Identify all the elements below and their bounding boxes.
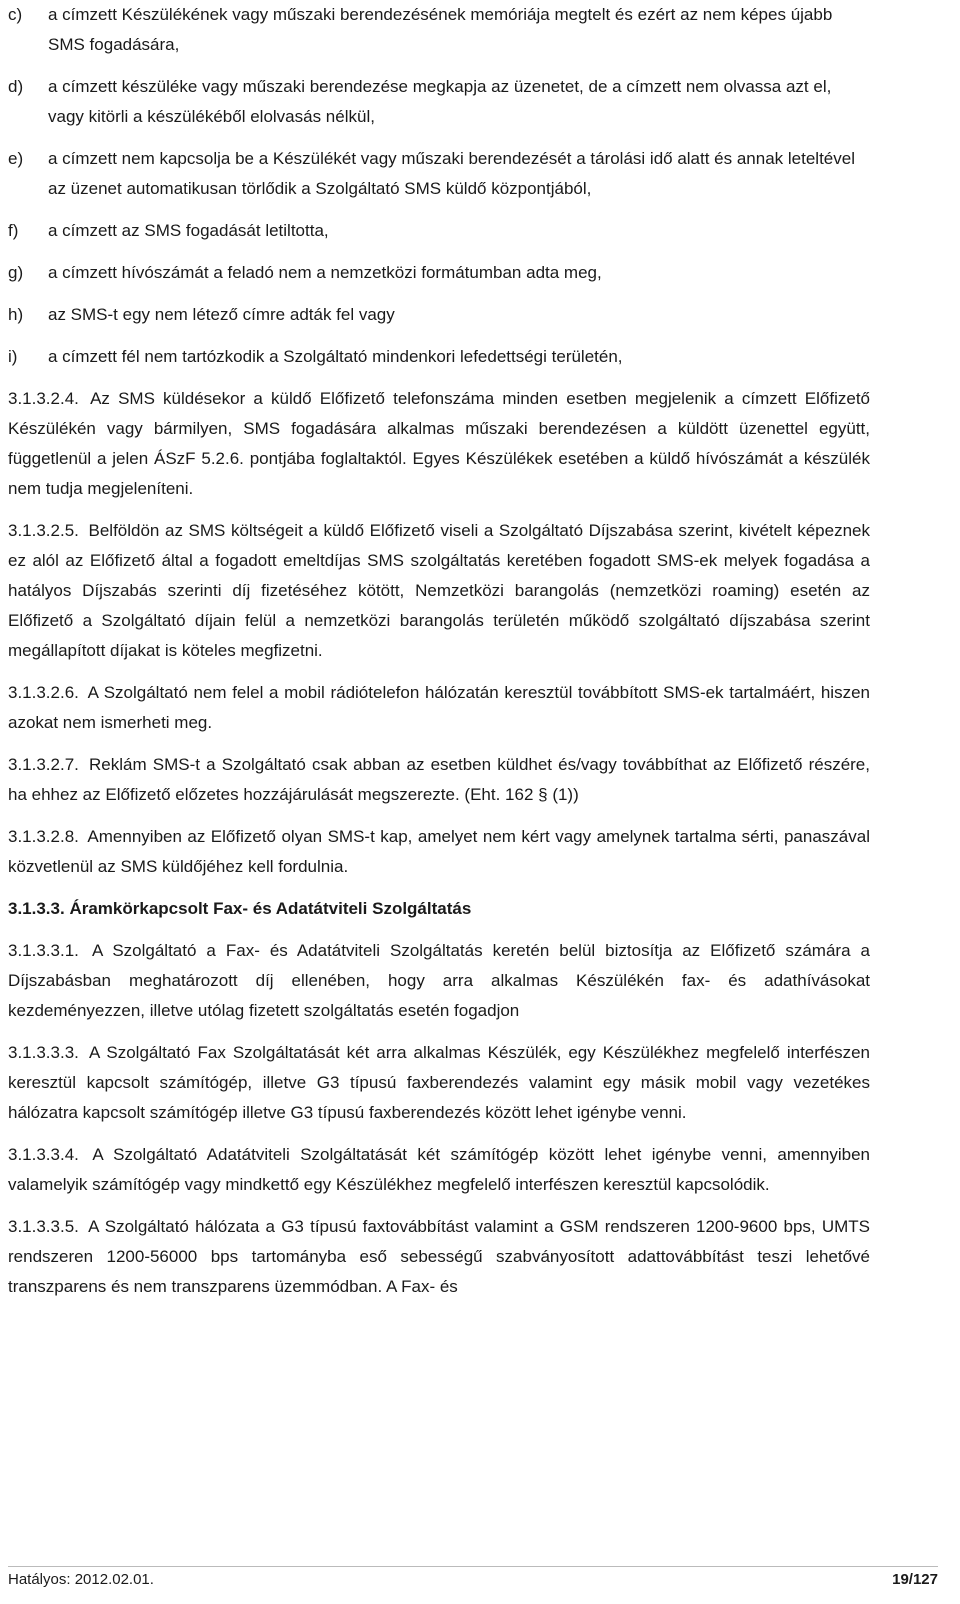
effective-date: Hatályos: 2012.02.01.	[8, 1571, 154, 1588]
list-item-text: a címzett nem kapcsolja be a Készülékét vagy műszaki berendezését a tárolási idő alatt és annak leteltével az üzenet automatikusan törlődik a Szolgáltató SMS küldő központjából,	[48, 149, 855, 198]
list-item-label: i)	[8, 347, 18, 366]
list-item	[8, 144, 870, 204]
list-item	[8, 342, 870, 372]
paragraph-number: 3.1.3.3.5.	[8, 1217, 79, 1236]
paragraph-text: Az SMS küldésekor a küldő Előfizető telefonszáma minden esetben megjelenik a címzett Előfizető Készülékén vagy bármilyen, SMS fogadására alkalmas műszaki berendezésen a küldött üzenettel együtt, függetlenül a jelen ÁSzF 5.2.6. pontjába foglaltaktól. Egyes Készülékek esetében a küldő hívószámát a készülék nem tudja megjeleníteni.	[8, 389, 870, 498]
list-item-label: h)	[8, 305, 24, 324]
paragraph-text: Reklám SMS-t a Szolgáltató csak abban az esetben küldhet és/vagy továbbíthat az Előfizető részére, ha ehhez az Előfizető előzetes hozzájárulását megszerezte. (Eht. 162 § (1))	[8, 755, 870, 804]
paragraph-text: A Szolgáltató Adatátviteli Szolgáltatását két számítógép között lehet igénybe venni, amennyiben valamelyik számítógép vagy mindkettő egy Készülékhez megfelelő interfészen keresztül kapcsolódik.	[8, 1145, 870, 1194]
list-item	[8, 258, 870, 288]
footer-divider	[8, 1566, 938, 1567]
paragraph-number: 3.1.3.3.3.	[8, 1043, 79, 1062]
paragraph-text: A Szolgáltató Fax Szolgáltatását két arra alkalmas Készülék, egy Készülékhez megfelelő interfészen keresztül kapcsolt számítógép, illetve G3 típusú faxberendezés valamint egy másik mobil vagy vezetékes hálózatra kapcsolt számítógép illetve G3 típusú faxberendezés között lehet igénybe venni.	[8, 1043, 871, 1122]
paragraph	[8, 936, 870, 1026]
list-item-text: az SMS-t egy nem létező címre adták fel vagy	[48, 305, 395, 324]
paragraph	[8, 1140, 870, 1200]
list-item-text: a címzett hívószámát a feladó nem a nemzetközi formátumban adta meg,	[48, 263, 602, 282]
list-item	[8, 0, 870, 60]
list-item-text: a címzett az SMS fogadását letiltotta,	[48, 221, 329, 240]
page-number: 19/127	[892, 1571, 938, 1588]
list-item-label: d)	[8, 77, 24, 96]
list-item-label: c)	[8, 5, 23, 24]
list-item-label: f)	[8, 221, 19, 240]
paragraph	[8, 1038, 870, 1128]
list-item	[8, 72, 870, 132]
section-heading	[8, 894, 870, 924]
paragraph	[8, 678, 870, 738]
paragraph	[8, 822, 870, 882]
list-item-text: a címzett készüléke vagy műszaki berendezése megkapja az üzenetet, de a címzett nem olvassa azt el, vagy kitörli a készülékéből elolvasás nélkül,	[48, 77, 832, 126]
paragraph-number: 3.1.3.2.5.	[8, 521, 79, 540]
paragraph	[8, 750, 870, 810]
section-heading-text: Áramkörkapcsolt Fax- és Adatátviteli Szolgáltatás	[69, 899, 472, 918]
paragraph-text: A Szolgáltató a Fax- és Adatátviteli Szolgáltatás keretén belül biztosítja az Előfizető számára a Díjszabásban meghatározott díj ellenében, hogy arra alkalmas Készülékén fax- és adathívásokat kezdeményezzen, illetve utólag fizetett szolgáltatás esetén fogadjon	[8, 941, 870, 1020]
paragraph-number: 3.1.3.2.8.	[8, 827, 79, 846]
paragraph-text: A Szolgáltató nem felel a mobil rádiótelefon hálózatán keresztül továbbított SMS-ek tartalmáért, hiszen azokat nem ismerheti meg.	[8, 683, 870, 732]
paragraph-number: 3.1.3.2.4.	[8, 389, 79, 408]
paragraph-text: A Szolgáltató hálózata a G3 típusú faxtovábbítást valamint a GSM rendszeren 1200-9600 bps, UMTS rendszeren 1200-56000 bps tartományba eső sebességű szabványosított adattovábbítást teszi lehetővé transzparens és nem transzparens üzemmódban. A Fax- és	[8, 1217, 870, 1296]
paragraph	[8, 516, 870, 666]
paragraph	[8, 1212, 870, 1302]
list-item-text: a címzett fél nem tartózkodik a Szolgáltató mindenkori lefedettségi területén,	[48, 347, 623, 366]
list-item-label: g)	[8, 263, 24, 282]
section-heading-number: 3.1.3.3.	[8, 899, 65, 918]
list-item-text: a címzett Készülékének vagy műszaki berendezésének memóriája megtelt és ezért az nem képes újabb SMS fogadására,	[48, 5, 833, 54]
list-item	[8, 300, 870, 330]
list-item	[8, 216, 870, 246]
paragraph	[8, 384, 870, 504]
paragraph-text: Amennyiben az Előfizető olyan SMS-t kap, amelyet nem kért vagy amelynek tartalma sérti, panaszával közvetlenül az SMS küldőjéhez kell fordulnia.	[8, 827, 870, 876]
paragraph-text: Belföldön az SMS költségeit a küldő Előfizető viseli a Szolgáltató Díjszabása szerint, kivételt képeznek ez alól az Előfizető által a fogadott emeltdíjas SMS szolgáltatás keretében fogadott SMS-ek melyek fogadása a hatályos Díjszabás szerinti díj fizetéséhez kötött, Nemzetközi barangolás (nemzetközi roaming) esetén az Előfizető a Szolgáltató díjain felül a nemzetközi barangolás területén működő szolgáltató díjszabása szerint megállapított díjakat is köteles megfizetni.	[8, 521, 870, 660]
paragraph-number: 3.1.3.3.4.	[8, 1145, 79, 1164]
document-page	[8, 0, 870, 1302]
list-item-label: e)	[8, 149, 24, 168]
paragraph-number: 3.1.3.2.6.	[8, 683, 79, 702]
paragraph-number: 3.1.3.2.7.	[8, 755, 79, 774]
paragraph-number: 3.1.3.3.1.	[8, 941, 79, 960]
